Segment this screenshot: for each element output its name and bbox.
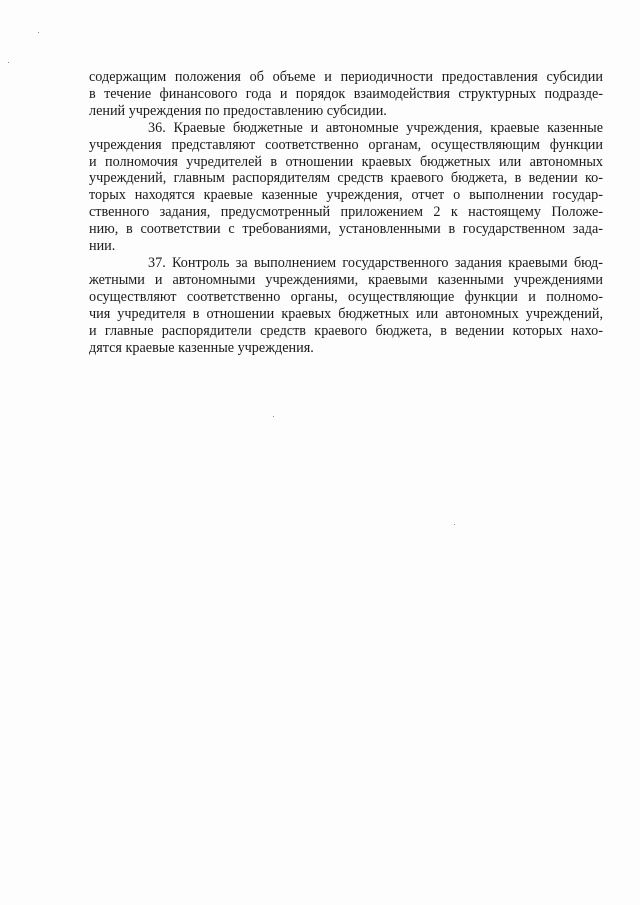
document-body [89,69,603,356]
text-line: чия учредителя в отношении краевых бюджетных или автономных учреждений, [89,305,603,322]
text-line: торых находятся краевые казенные учреждения, отчет о выполнении государ- [89,187,603,204]
text-line: дятся краевые казенные учреждения. [89,339,314,356]
text-line: ственного задания, предусмотренный приложением 2 к настоящему Положе- [89,204,603,221]
text-line: жетными и автономными учреждениями, краевыми казенными учреждениями [89,271,603,288]
scan-speck [38,32,39,33]
text-line: лений учреждения по предоставлению субсидии. [89,102,387,119]
text-line: учреждения представляют соответственно органам, осуществляющим функции [89,136,603,153]
text-line: осуществляют соответственно органы, осуществляющие функции и полномо- [89,288,603,305]
text-line: и главные распорядители средств краевого бюджета, в ведении которых нахо- [89,322,603,339]
text-line: учреждений, главным распорядителям средств краевого бюджета, в ведении ко- [89,170,603,187]
text-line: в течение финансового года и порядок взаимодействия структурных подразде- [89,85,603,102]
paragraph-clause-37 [89,255,603,356]
scan-speck [454,524,455,525]
scan-speck [8,62,9,63]
text-line: нии. [89,238,116,255]
text-line: содержащим положения об объеме и периодичности предоставления субсидии [89,69,603,85]
text-line: 37. Контроль за выполнением государственного задания краевыми бюд- [148,254,603,271]
text-line: 36. Краевые бюджетные и автономные учреждения, краевые казенные [148,119,603,136]
paragraph-continuation [89,69,603,120]
paragraph-clause-36 [89,120,603,255]
text-line: нию, в соответствии с требованиями, установленными в государственном зада- [89,221,603,238]
scan-speck [273,416,274,417]
text-line: и полномочия учредителей в отношении краевых бюджетных или автономных [89,153,603,170]
